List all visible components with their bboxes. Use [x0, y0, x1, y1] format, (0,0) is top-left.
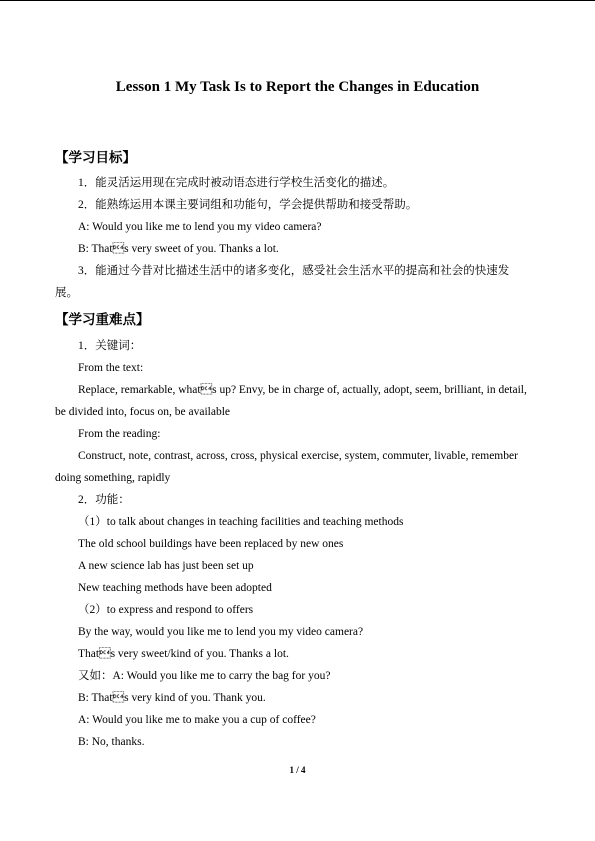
- text-line: 3．能通过今昔对比描述生活中的诸多变化，感受社会生活水平的提高和社会的快速发: [78, 265, 510, 277]
- page-title: Lesson 1 My Task Is to Report the Changes in Education: [115, 79, 480, 95]
- text-line: By the way, would you like me to lend you my video camera?: [78, 626, 364, 638]
- text-line: Thats very sweet/kind of you. Thanks a lot.: [78, 648, 289, 660]
- text-line: 1．关键词：: [78, 340, 142, 352]
- text-line: Construct, note, contrast, across, cross, physical exercise, system, commuter, livable, remember: [78, 450, 518, 462]
- section-heading-objectives: 【学习目标】: [55, 150, 136, 166]
- text-line: 展。: [55, 287, 78, 299]
- text-line: From the text:: [78, 362, 144, 374]
- section-heading-key-points: 【学习重难点】: [55, 312, 150, 328]
- text-line: 又如：A: Would you like me to carry the bag for you?: [78, 670, 331, 682]
- text-line: doing something, rapidly: [55, 472, 171, 484]
- text-line: 2．能熟练运用本课主要词组和功能句，学会提供帮助和接受帮助。: [78, 199, 418, 211]
- text-line: B: Thats very kind of you. Thank you.: [78, 692, 266, 704]
- text-line: B: Thats very sweet of you. Thanks a lot.: [78, 243, 279, 255]
- text-line: 1．能灵活运用现在完成时被动语态进行学校生活变化的描述。: [78, 177, 395, 189]
- text-line: New teaching methods have been adopted: [78, 582, 272, 594]
- page-number: 1 / 4: [289, 765, 306, 775]
- top-rule: [0, 0, 595, 1]
- text-line: From the reading:: [78, 428, 161, 440]
- text-line: A new science lab has just been set up: [78, 560, 254, 572]
- text-line: be divided into, focus on, be available: [55, 406, 231, 418]
- text-line: 2．功能：: [78, 494, 130, 506]
- text-line: B: No, thanks.: [78, 736, 145, 748]
- text-line: A: Would you like me to lend you my video camera?: [78, 221, 322, 233]
- text-line: （1）to talk about changes in teaching facilities and teaching methods: [78, 516, 404, 528]
- text-line: The old school buildings have been replaced by new ones: [78, 538, 344, 550]
- text-line: A: Would you like me to make you a cup of coffee?: [78, 714, 316, 726]
- text-line: Replace, remarkable, whats up? Envy, be in charge of, actually, adopt, seem, brilliant, in detail,: [78, 384, 527, 396]
- text-line: （2）to express and respond to offers: [78, 604, 254, 616]
